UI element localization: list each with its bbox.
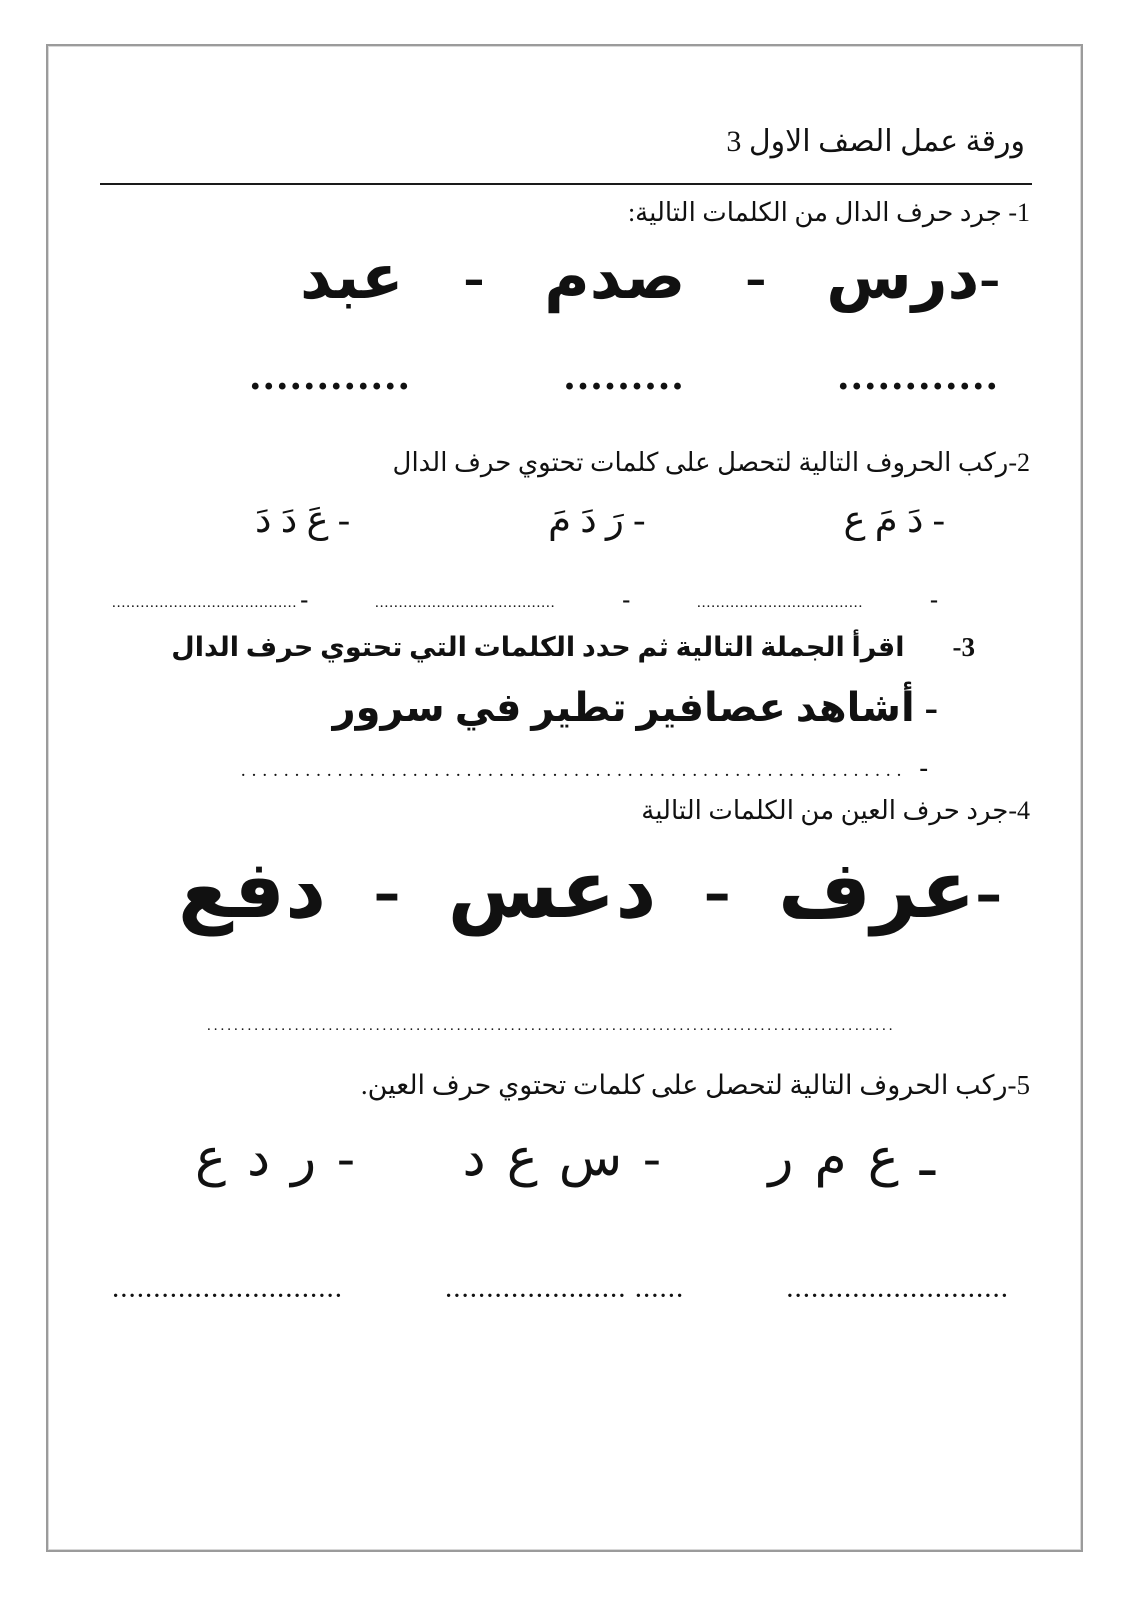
answer-dots-line: ........................... — [787, 1278, 1010, 1302]
section3-sentence: - أشاهد عصافير تطير في سرور — [332, 685, 938, 730]
word-item: دعس — [447, 847, 657, 935]
answer-dots-line: ....................................... — [112, 595, 298, 611]
word-item: -درس — [826, 244, 1000, 312]
header-underline — [100, 183, 1032, 185]
section3-heading: اقرأ الجملة التالية ثم حدد الكلمات التي تحتوي حرف الدال — [171, 632, 905, 662]
section1-heading: 1- جرد حرف الدال من الكلمات التالية: — [627, 198, 1030, 227]
answer-dots-line: ................................... — [697, 595, 864, 611]
answer-dash-dots-group — [112, 588, 308, 612]
word-item: دفع — [178, 847, 327, 935]
answer-dash: - — [622, 587, 631, 613]
section5-answer-dots-row — [113, 1278, 1010, 1303]
dash-separator: - — [703, 845, 731, 934]
section4-answer-dots: ...................................................................................................... — [207, 1018, 896, 1034]
section4-words-row — [178, 843, 1002, 937]
answer-dash: - — [300, 587, 309, 613]
document-title: ورقة عمل الصف الاول 3 — [726, 125, 1025, 158]
letter-group: - س ع د — [462, 1130, 661, 1187]
section2-heading: 2-ركب الحروف التالية لتحصل على كلمات تحتوي حرف الدال — [392, 448, 1030, 477]
section3-heading-row — [171, 632, 975, 663]
word-item: عبد — [300, 244, 404, 312]
section4-heading: 4-جرد حرف العين من الكلمات التالية — [641, 796, 1030, 825]
answer-dots-line: ...................... ...... — [446, 1278, 686, 1302]
letter-group: - دَ مَ ع — [843, 500, 945, 541]
section5-heading: 5-ركب الحروف التالية لتحصل على كلمات تحتوي حرف العين. — [360, 1070, 1030, 1100]
section1-answer-dots-row — [250, 352, 1000, 400]
dash-separator: - — [463, 242, 485, 311]
dash-separator: - — [373, 845, 401, 934]
letter-group: ـ ع م ر — [768, 1130, 935, 1187]
answer-dots-line: ......... — [564, 353, 686, 399]
section2-answer-row — [112, 588, 938, 612]
answer-dots-line: ............ — [838, 353, 1000, 399]
answer-dash: - — [919, 753, 928, 782]
answer-dash: - — [930, 587, 938, 613]
letter-group: - عَ دَ دَ — [255, 500, 351, 541]
word-item: -عرف — [778, 847, 1002, 935]
word-item: صدم — [544, 244, 686, 312]
letter-group: - رَ دَ مَ — [548, 500, 646, 541]
answer-dots-line: .............................................................. — [240, 760, 908, 781]
answer-dots-line: ............................ — [113, 1278, 344, 1302]
letter-group: - ر د ع — [195, 1130, 355, 1187]
section3-answer-row — [241, 755, 928, 782]
section2-letters-row — [255, 498, 945, 542]
answer-dots-line: ............ — [250, 353, 412, 399]
dash-separator: - — [745, 242, 767, 311]
section3-number: 3- — [952, 632, 975, 662]
section1-words-row — [300, 240, 1000, 314]
section5-letters-row — [195, 1128, 935, 1188]
answer-dots-line: ...................................... — [375, 595, 556, 611]
